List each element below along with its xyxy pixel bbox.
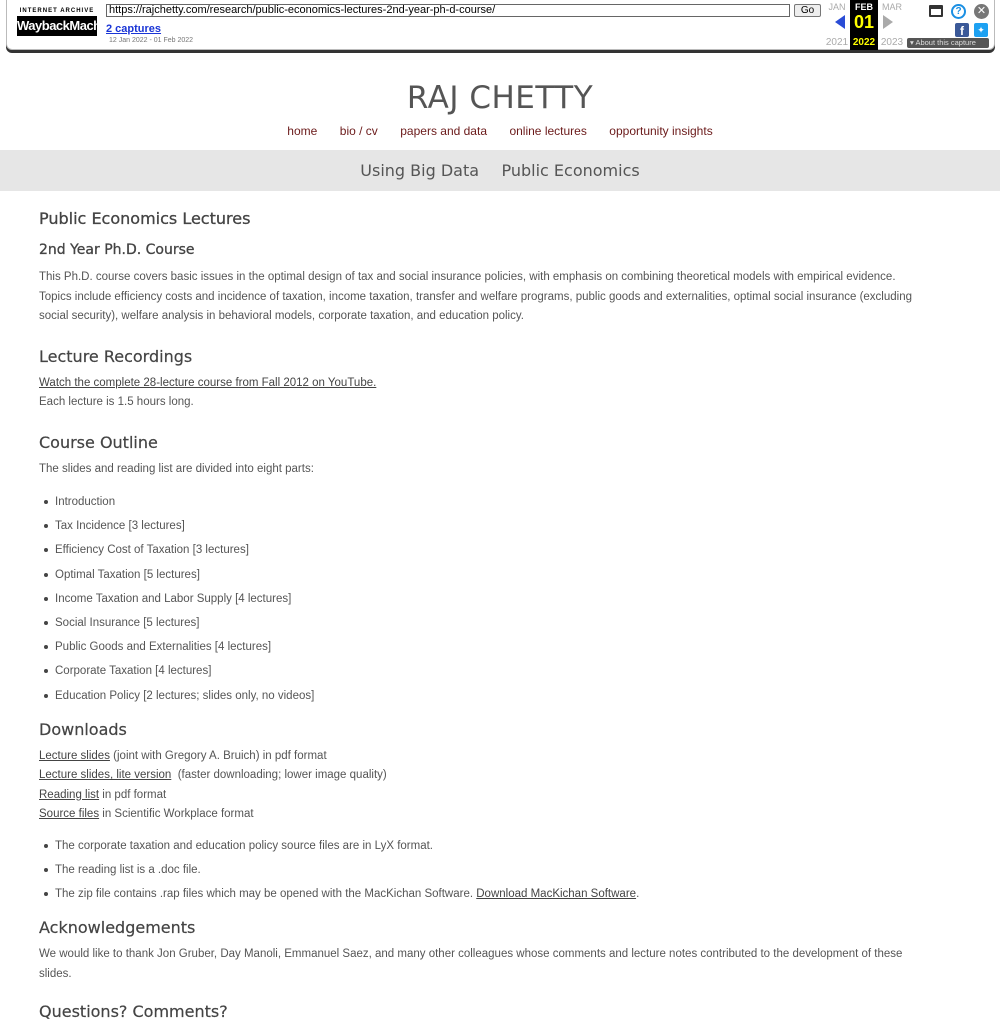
list-item: The corporate taxation and education policy source files are in LyX format. [44, 834, 919, 858]
note-text: The zip file contains .rap files which may be opened with the MacKichan Software. [55, 888, 477, 901]
list-item: Public Goods and Externalities [4 lectures] [44, 635, 919, 659]
recordings-note: Each lecture is 1.5 hours long. [39, 396, 194, 408]
subnav-using-big-data[interactable]: Using Big Data [360, 161, 480, 180]
nav-online-lectures[interactable]: online lectures [509, 124, 587, 138]
recordings-link-row [39, 374, 919, 394]
list-item: Income Taxation and Labor Supply [4 lectures] [44, 587, 919, 611]
twitter-icon[interactable]: ✦ [974, 23, 988, 37]
download-row [39, 805, 919, 825]
list-item: Efficiency Cost of Taxation [3 lectures] [44, 538, 919, 562]
wayback-logo-top: INTERNET ARCHIVE [19, 8, 95, 14]
main-content [39, 205, 919, 1021]
cur-day-label: 01 [853, 12, 875, 32]
nav-bio-cv[interactable]: bio / cv [339, 124, 378, 138]
list-item [44, 882, 919, 906]
ack-heading: Acknowledgements [39, 918, 196, 938]
wayback-captures-link[interactable]: 2 captures [106, 23, 162, 35]
nav-papers-and-data[interactable]: papers and data [400, 124, 487, 138]
help-icon[interactable]: ? [951, 4, 966, 19]
list-item: Education Policy [2 lectures; slides only, no videos] [44, 684, 919, 708]
prev-year-label: 2021 [825, 37, 849, 48]
sub-nav [0, 150, 1000, 191]
chevron-down-icon: ▾ [910, 38, 914, 47]
prev-capture-arrow-icon[interactable] [835, 15, 845, 29]
youtube-course-link[interactable]: Watch the complete 28-lecture course from Fall 2012 on YouTube. [39, 376, 377, 389]
ack-text: We would like to thank Jon Gruber, Day Manoli, Emmanuel Saez, and many other colleagues whose comments and lecture notes contributed to the development of these slides. [39, 948, 903, 980]
calendar-icon[interactable] [929, 5, 943, 17]
wayback-next-month[interactable] [878, 0, 906, 50]
next-year-label: 2023 [880, 37, 904, 48]
outline-list [44, 490, 919, 708]
wayback-logo-main: WaybackMachine [17, 16, 97, 36]
download-row-text: in Scientific Workplace format [99, 808, 254, 821]
recordings-heading: Lecture Recordings [39, 346, 193, 366]
download-notes-list [44, 834, 919, 907]
course-intro: This Ph.D. course covers basic issues in the optimal design of tax and social insurance policies, with emphasis on combining theoretical models with empirical evidence. Topics include efficiency costs and incidence of taxation, income taxation, transfer and welfare programs, public goods and externalities, optimal social insurance (excluding social security), welfare analysis in behavioral models, corporate taxation, and education policy. [39, 271, 912, 322]
downloads-heading: Downloads [39, 719, 127, 739]
questions-heading: Questions? Comments? [39, 1002, 228, 1021]
mackichan-download-link[interactable]: Download MacKichan Software [476, 888, 637, 901]
page-subtitle: 2nd Year Ph.D. Course [39, 242, 195, 258]
wayback-url-input[interactable]: https://rajchetty.com/research/public-economics-lectures-2nd-year-ph-d-course/ [106, 4, 790, 17]
subnav-public-economics[interactable]: Public Economics [501, 161, 640, 180]
reading-list-link[interactable]: Reading list [39, 788, 100, 801]
downloads-list [39, 747, 919, 825]
about-capture-button[interactable] [907, 38, 989, 48]
list-item: Corporate Taxation [4 lectures] [44, 659, 919, 683]
lecture-slides-link[interactable]: Lecture slides [39, 749, 110, 762]
wayback-go-button[interactable]: Go [794, 4, 821, 17]
wayback-current-date [850, 0, 878, 50]
outline-heading: Course Outline [39, 432, 158, 452]
next-month-label: MAR [882, 2, 902, 12]
list-item: Optimal Taxation [5 lectures] [44, 563, 919, 587]
nav-opportunity-insights[interactable]: opportunity insights [609, 124, 713, 138]
site-title[interactable]: RAJ CHETTY [406, 80, 594, 116]
list-item: The reading list is a .doc file. [44, 858, 919, 882]
list-item: Introduction [44, 490, 919, 514]
wayback-toolbar-panel [6, 0, 995, 50]
list-item: Tax Incidence [3 lectures] [44, 514, 919, 538]
source-files-link[interactable]: Source files [39, 808, 100, 821]
download-row-text: (joint with Gregory A. Bruich) in pdf format [109, 749, 327, 762]
cur-month-label: FEB [855, 2, 873, 12]
wayback-toolbar [0, 0, 1000, 52]
download-row [39, 786, 919, 806]
outline-intro: The slides and reading list are divided into eight parts: [39, 462, 314, 475]
page-title: Public Economics Lectures [39, 209, 251, 228]
note-text-end: . [636, 888, 640, 901]
about-capture-label: About this capture [915, 38, 976, 47]
wayback-logo[interactable] [17, 8, 118, 40]
lecture-slides-lite-link[interactable]: Lecture slides, lite version [39, 769, 172, 782]
download-row-text: in pdf format [99, 788, 167, 801]
close-icon[interactable]: ✕ [974, 4, 989, 19]
download-row [39, 747, 919, 767]
cur-year-label: 2022 [852, 37, 876, 48]
main-nav [0, 122, 1000, 140]
download-row-text: (faster downloading; lower image quality) [171, 769, 387, 782]
prev-month-label: JAN [828, 2, 846, 12]
list-item: Social Insurance [5 lectures] [44, 611, 919, 635]
download-row [39, 766, 919, 786]
facebook-icon[interactable]: f [955, 23, 969, 37]
wayback-capture-range: 12 Jan 2022 - 01 Feb 2022 [109, 37, 194, 44]
nav-home[interactable]: home [287, 124, 318, 138]
